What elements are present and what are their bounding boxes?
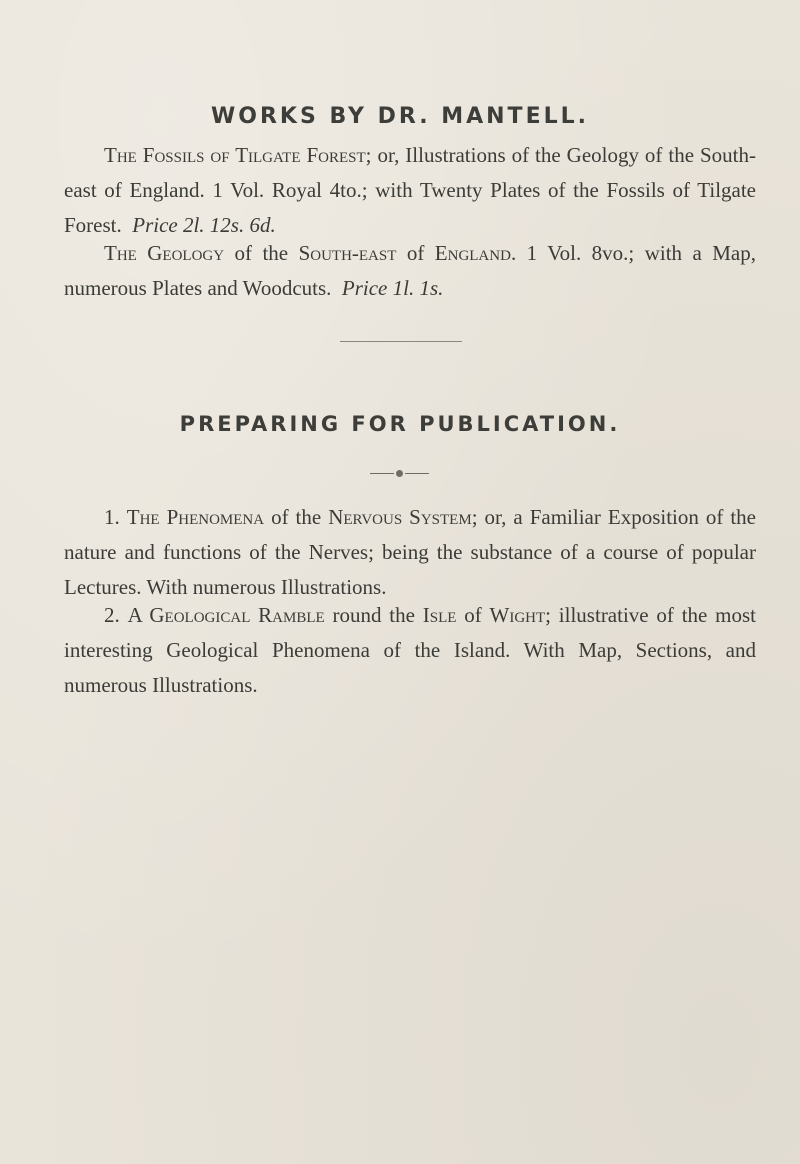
work-description: ; or, a Familiar Exposition of the nature and functions of the Nerves; being the substance of a course of popular Lectures. With numerous Illustrations. <box>64 505 756 599</box>
entry-number: 1. <box>104 505 120 529</box>
work-title: A Geological Ramble <box>127 603 325 627</box>
page-title: WORKS BY DR. MANTELL. <box>210 104 589 129</box>
work-price: Price 1l. 1s. <box>341 276 444 300</box>
work-entry-geology: The Geology of the South-east of England. 1 Vol. 8vo.; with a Map, numerous Plates and Woodcuts. Price 1l. 1s. <box>64 241 756 300</box>
work-entry-tilgate <box>64 138 756 243</box>
preparing-entry-nervous-system: 1. The Phenomena of the Nervous System; or, a Familiar Exposition of the nature and functions of the Nerves; being the substance of a course of popular Lectures. With numerous Illustrations. <box>64 505 756 599</box>
divider-rule <box>340 341 462 342</box>
work-description: . 1 Vol. 8vo.; with a Map, numerous Plates and Woodcuts. <box>64 241 756 300</box>
work-price: Price 2l. 12s. 6d. <box>132 213 276 237</box>
section-heading: PREPARING FOR PUBLICATION. <box>179 412 621 436</box>
work-title: The Fossils of Tilgate Forest <box>104 143 366 167</box>
entry-number: 2. <box>104 603 120 627</box>
preparing-entry-isle-of-wight: 2. A Geological Ramble round the Isle of Wight; illustrative of the most interesting Geological Phenomena of the Island. With Map, Sections, and numerous Illustrations. <box>64 603 757 697</box>
work-description: ; or, Illustrations of the Geology of the South-east of England. 1 Vol. Royal 4to.; with Twenty Plates of the Fossils of Tilgate Forest. <box>64 143 757 237</box>
work-description: ; illustrative of the most interesting Geological Phenomena of the Island. With Map, Sections, and numerous Illustrations. <box>64 603 757 697</box>
work-title: The Geology <box>104 241 225 265</box>
work-title: The Phenomena <box>126 505 265 529</box>
ornament-divider-icon <box>370 468 430 480</box>
